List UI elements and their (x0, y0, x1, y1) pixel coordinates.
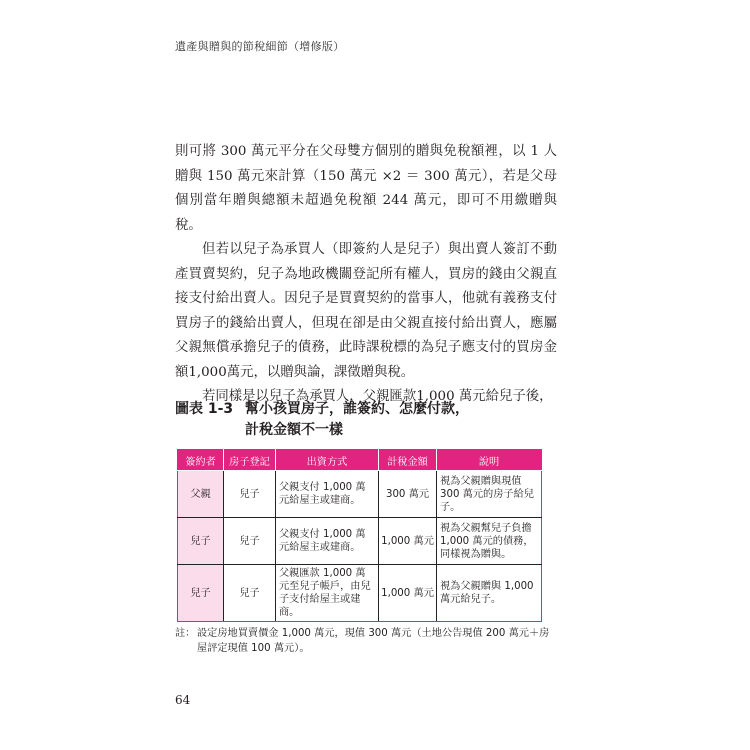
body-text (175, 140, 557, 410)
header-registered: 房子登記 (224, 450, 276, 471)
footnote-text: 設定房地買賣價金 1,000 萬元，現值 300 萬元（土地公告現值 200 萬元＋房屋評定現值 100 萬元）。 (197, 628, 550, 654)
header-taxable: 計稅金額 (379, 450, 437, 471)
cell-registered: 兒子 (224, 518, 276, 565)
cell-payment: 父親支付 1,000 萬元給屋主或建商。 (276, 518, 379, 565)
page-number: 64 (175, 693, 191, 707)
cell-payment: 父親匯款 1,000 萬元至兒子帳戶，由兒子支付給屋主或建商。 (276, 565, 379, 622)
cell-taxable: 1,000 萬元 (379, 565, 437, 622)
table-footnote (175, 626, 555, 656)
header-note: 說明 (437, 450, 542, 471)
cell-note: 視為父親幫兒子負擔 1,000 萬元的債務，同樣視為贈與。 (437, 518, 542, 565)
paragraph: 若同樣是以兒子為承買人，父親匯款1,000 萬元給兒子後， (202, 389, 553, 404)
header-payment: 出資方式 (276, 450, 379, 471)
cell-signer: 兒子 (178, 518, 224, 565)
cell-registered: 兒子 (224, 565, 276, 622)
paragraph: 則可將 300 萬元平分在父母雙方個別的贈與免稅額裡，以 1 人贈與 150 萬元來計算（150 萬元 ×2 ＝ 300 萬元），若是父母個別當年贈與總額未超過免稅額 244 萬元，即可不用繳贈與稅。 (175, 144, 557, 233)
table-header-row (178, 450, 542, 471)
cell-note: 視為父親贈與現值 300 萬元的房子給兒子。 (437, 471, 542, 518)
table-row (178, 565, 542, 622)
table-row (178, 518, 542, 565)
figure-title-line2: 計稅金額不一樣 (245, 422, 343, 438)
cell-note: 視為父親贈與 1,000 萬元給兒子。 (437, 565, 542, 622)
cell-signer: 兒子 (178, 565, 224, 622)
cell-signer: 父親 (178, 471, 224, 518)
header-signer: 簽約者 (178, 450, 224, 471)
paragraph: 但若以兒子為承買人（即簽約人是兒子）與出賣人簽訂不動產買賣契約，兒子為地政機關登記所有權人，買房的錢由父親直接支付給出賣人。因兒子是買賣契約的當事人，他就有義務支付買房子的錢給出賣人，但現在卻是由父親直接付給出賣人，應屬父親無償承擔兒子的債務，此時課稅標的為兒子應支付的買房金額1,000萬元，以贈與論，課徵贈與稅。 (175, 242, 557, 380)
figure-title-line1: 幫小孩買房子，誰簽約、怎麼付款， (245, 401, 469, 417)
cell-registered: 兒子 (224, 471, 276, 518)
figure-table (177, 449, 542, 622)
cell-payment: 父親支付 1,000 萬元給屋主或建商。 (276, 471, 379, 518)
cell-taxable: 300 萬元 (379, 471, 437, 518)
footnote-label: 註： (175, 628, 196, 639)
cell-taxable: 1,000 萬元 (379, 518, 437, 565)
running-head: 遺產與贈與的節稅細節（增修版） (175, 40, 345, 53)
figure-number: 圖表 1-3 (175, 401, 234, 417)
table-row (178, 471, 542, 518)
figure-title (175, 399, 469, 441)
